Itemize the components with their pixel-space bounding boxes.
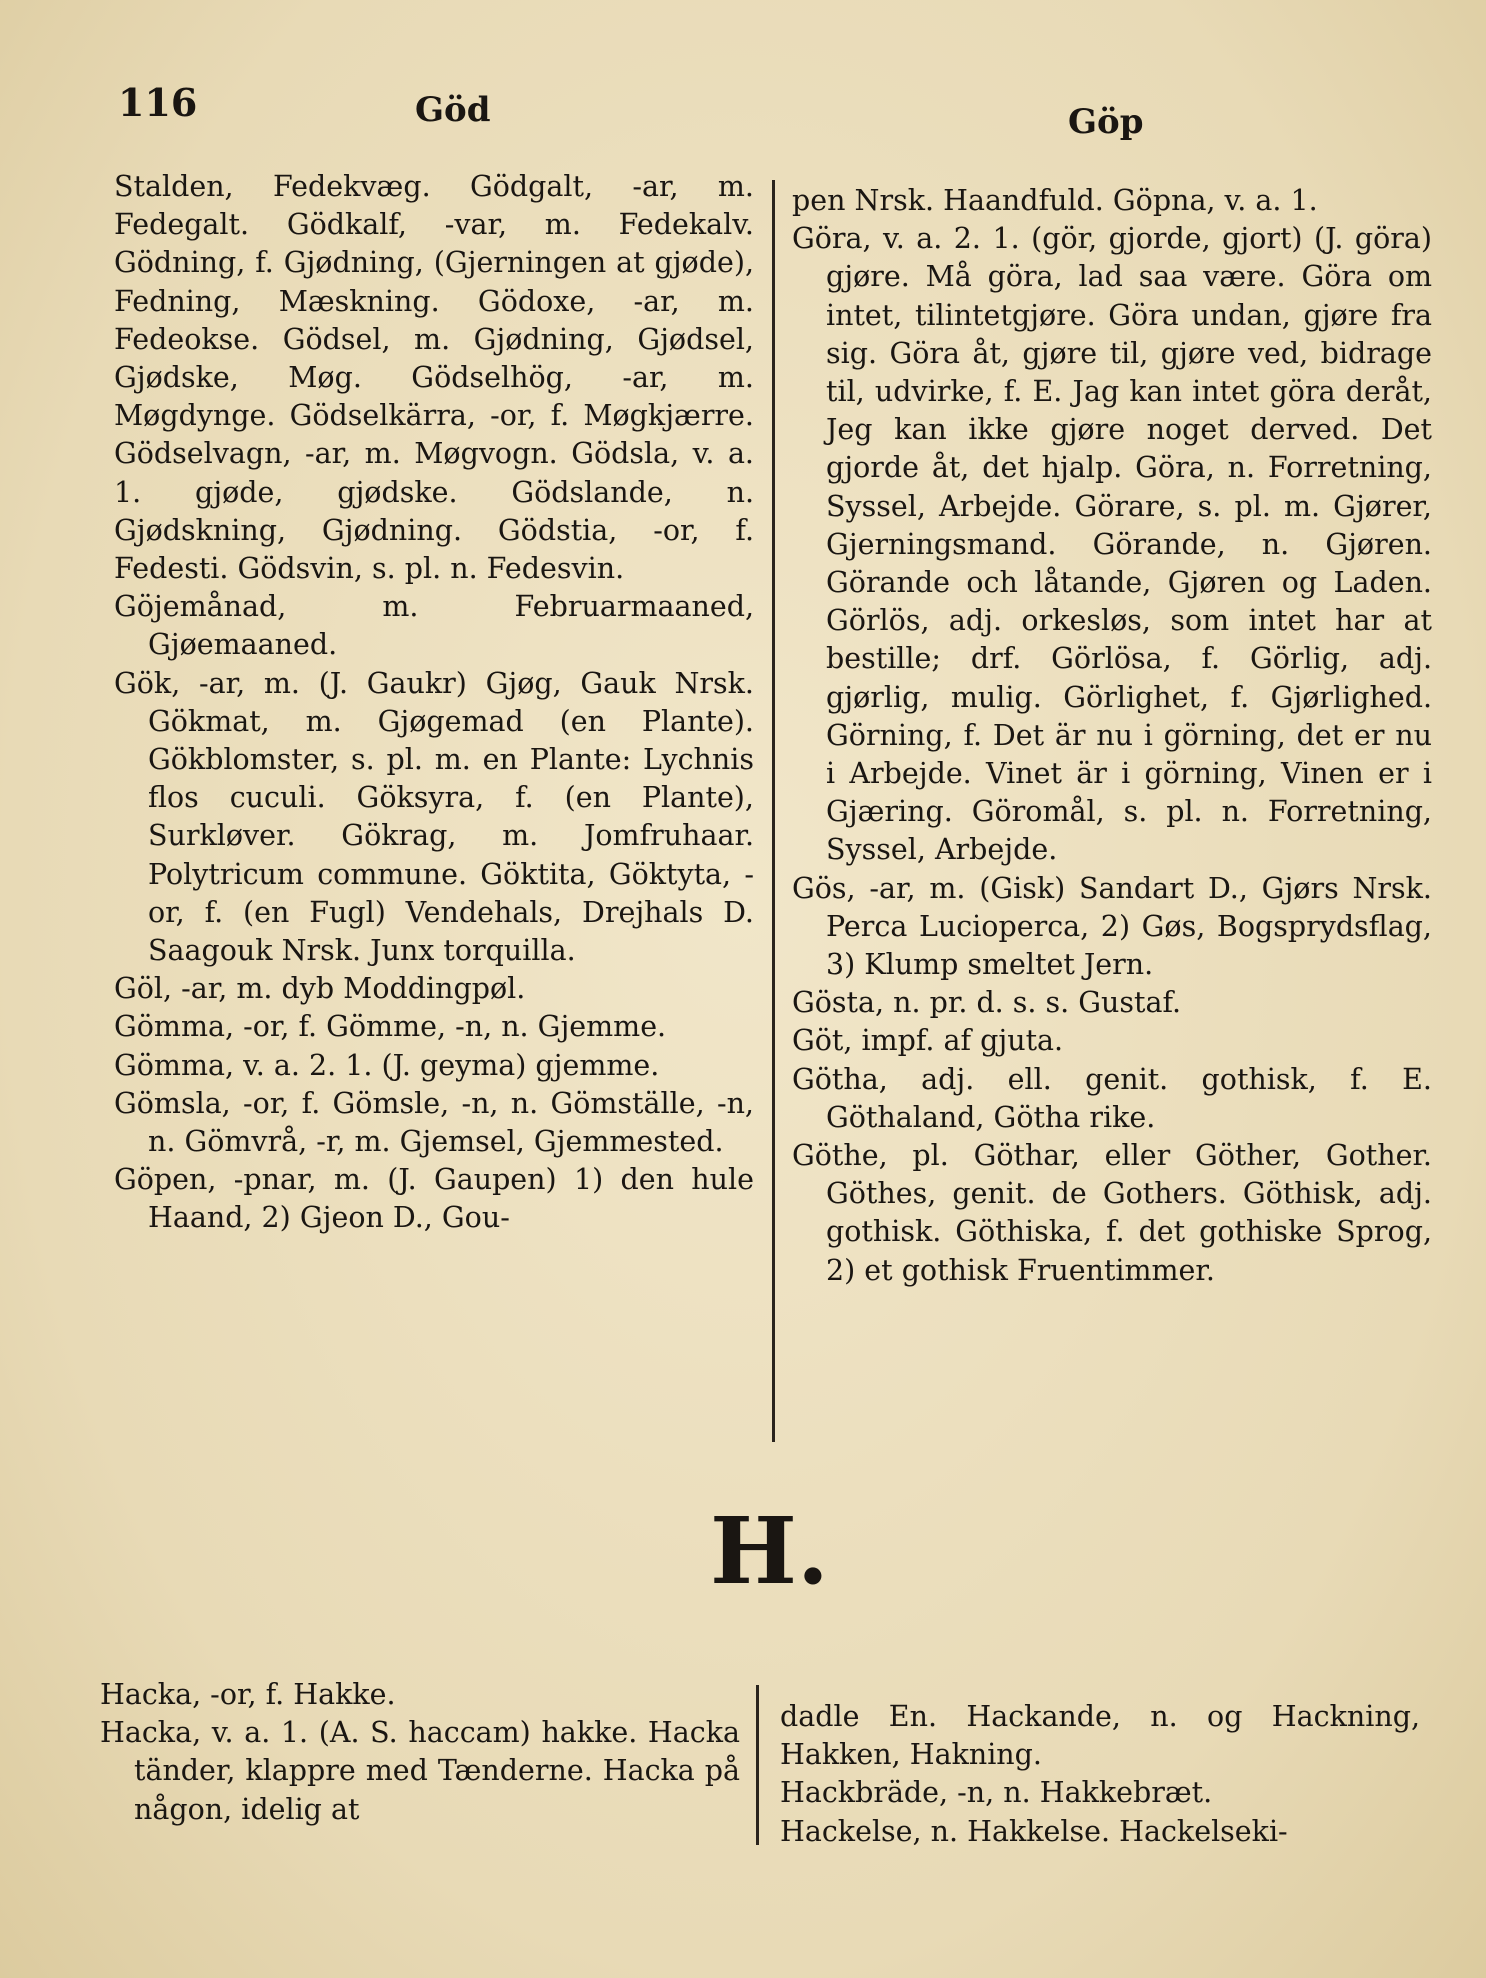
entry-gosta: Gösta, n. pr. d. s. s. Gustaf. (792, 986, 1182, 1020)
entry-gothe: Göthe, pl. Göthar, eller Göther, Gother. Göthes, genit. de Gothers. Göthisk, adj. gothisk. Göthiska, f. det gothiske Sprog, 2) et gothisk Fruentimmer. (792, 1139, 1432, 1287)
entry-gomma-noun: Gömma, -or, f. Gömme, -n, n. Gjemme. (114, 1010, 667, 1044)
entry-continuation-hacka: dadle En. Hackande, n. og Hackning, Hakken, Hakning. (780, 1700, 1420, 1772)
entry-hacka-verb: Hacka, v. a. 1. (A. S. haccam) hakke. Hacka tänder, klappre med Tænderne. Hacka på någon, idelig at (100, 1716, 740, 1826)
entry-hackelse: Hackelse, n. Hakkelse. Hackelseki- (780, 1814, 1288, 1848)
entry-continuation: Stalden, Fedekvæg. Gödgalt, -ar, m. Fedegalt. Gödkalf, -var, m. Fedekalv. Gödning, f. Gjødning, (Gjerningen at gjøde), Fedning, Mæskning. Gödoxe, -ar, m. Fedeokse. Gödsel, m. Gjødning, Gjødsel, Gjødske, Møg. Gödselhög, -ar, m. Møgdynge. Gödselkärra, -or, f. Møgkjærre. Gödselvagn, -ar, m. Møgvogn. Gödsla, v. a. 1. gjøde, gjødske. Gödslande, n. Gjødskning, Gjødning. Gödstia, -or, f. Fedesti. Gödsvin, s. pl. n. Fedesvin. (114, 170, 754, 586)
left-column (114, 168, 754, 1238)
entry-gos: Gös, -ar, m. (Gisk) Sandart D., Gjørs Nrsk. Perca Lucioperca, 2) Gøs, Bogsprydsflag, 3) Klump smeltet Jern. (792, 871, 1432, 982)
entry-gora: Göra, v. a. 2. 1. (gör, gjorde, gjort) (J. göra) gjøre. Må göra, lad saa være. Göra om intet, tilintetgjøre. Göra undan, gjøre fra sig. Göra åt, gjøre til, gjøre ved, bidrage til, udvirke, f. E. Jag kan intet göra deråt, Jeg kan ikke gjøre noget derved. Det gjorde åt, det hjalp. Göra, n. Forretning, Syssel, Arbejde. Görare, s. pl. m. Gjører, Gjerningsmand. Görande, n. Gjøren. Görande och låtande, Gjøren og Laden. Görlös, adj. orkesløs, som intet har at bestille; drf. Görlösa, f. Görlig, adj. gjørlig, mulig. Görlighet, f. Gjørlighed. Görning, f. Det är nu i görning, det er nu i Arbejde. Vinet är i görning, Vinen er i Gjæring. Göromål, s. pl. n. Forretning, Syssel, Arbejde. (792, 222, 1432, 867)
page-header (0, 72, 1486, 152)
entry-gopen: Göpen, -pnar, m. (J. Gaupen) 1) den hule Haand, 2) Gjeon D., Gou- (114, 1163, 754, 1235)
section-heading-h: H. (710, 1497, 829, 1605)
entry-gomsla: Gömsla, -or, f. Gömsle, -n, n. Gömställe, -n, n. Gömvrå, -r, m. Gjemsel, Gjemmested. (114, 1086, 754, 1159)
right-column (792, 182, 1432, 1290)
h-left-column (100, 1676, 740, 1829)
column-divider (772, 180, 775, 1442)
entry-hacka-noun: Hacka, -or, f. Hakke. (100, 1678, 396, 1711)
entry-gol: Göl, -ar, m. dyb Moddingpøl. (114, 972, 526, 1006)
column-divider-h (756, 1685, 759, 1845)
entry-hackbrade: Hackbräde, -n, n. Hakkebræt. (780, 1776, 1213, 1810)
entry-gomma-verb: Gömma, v. a. 2. 1. (J. geyma) gjemme. (114, 1048, 660, 1082)
entry-continuation-gopen: pen Nrsk. Haandfuld. Göpna, v. a. 1. (792, 184, 1318, 217)
entry-gojemanad: Göjemånad, m. Februarmaaned, Gjøemaaned. (114, 590, 754, 662)
right-guide-word: Göp (1068, 102, 1144, 142)
page-number: 116 (118, 80, 198, 125)
left-guide-word: Göd (415, 90, 491, 130)
h-right-column (780, 1698, 1420, 1851)
entry-gok: Gök, -ar, m. (J. Gaukr) Gjøg, Gauk Nrsk. Gökmat, m. Gjøgemad (en Plante). Gökblomster, s. pl. m. en Plante: Lychnis flos cuculi. Göksyra, f. (en Plante), Surkløver. Gökrag, m. Jomfruhaar. Polytricum commune. Göktita, Göktyta, -or, f. (en Fugl) Vendehals, Drejhals D. Saagouk Nrsk. Junx torquilla. (114, 666, 754, 968)
entry-got: Göt, impf. af gjuta. (792, 1024, 1064, 1058)
entry-gotha: Götha, adj. ell. genit. gothisk, f. E. Göthaland, Götha rike. (792, 1062, 1432, 1134)
